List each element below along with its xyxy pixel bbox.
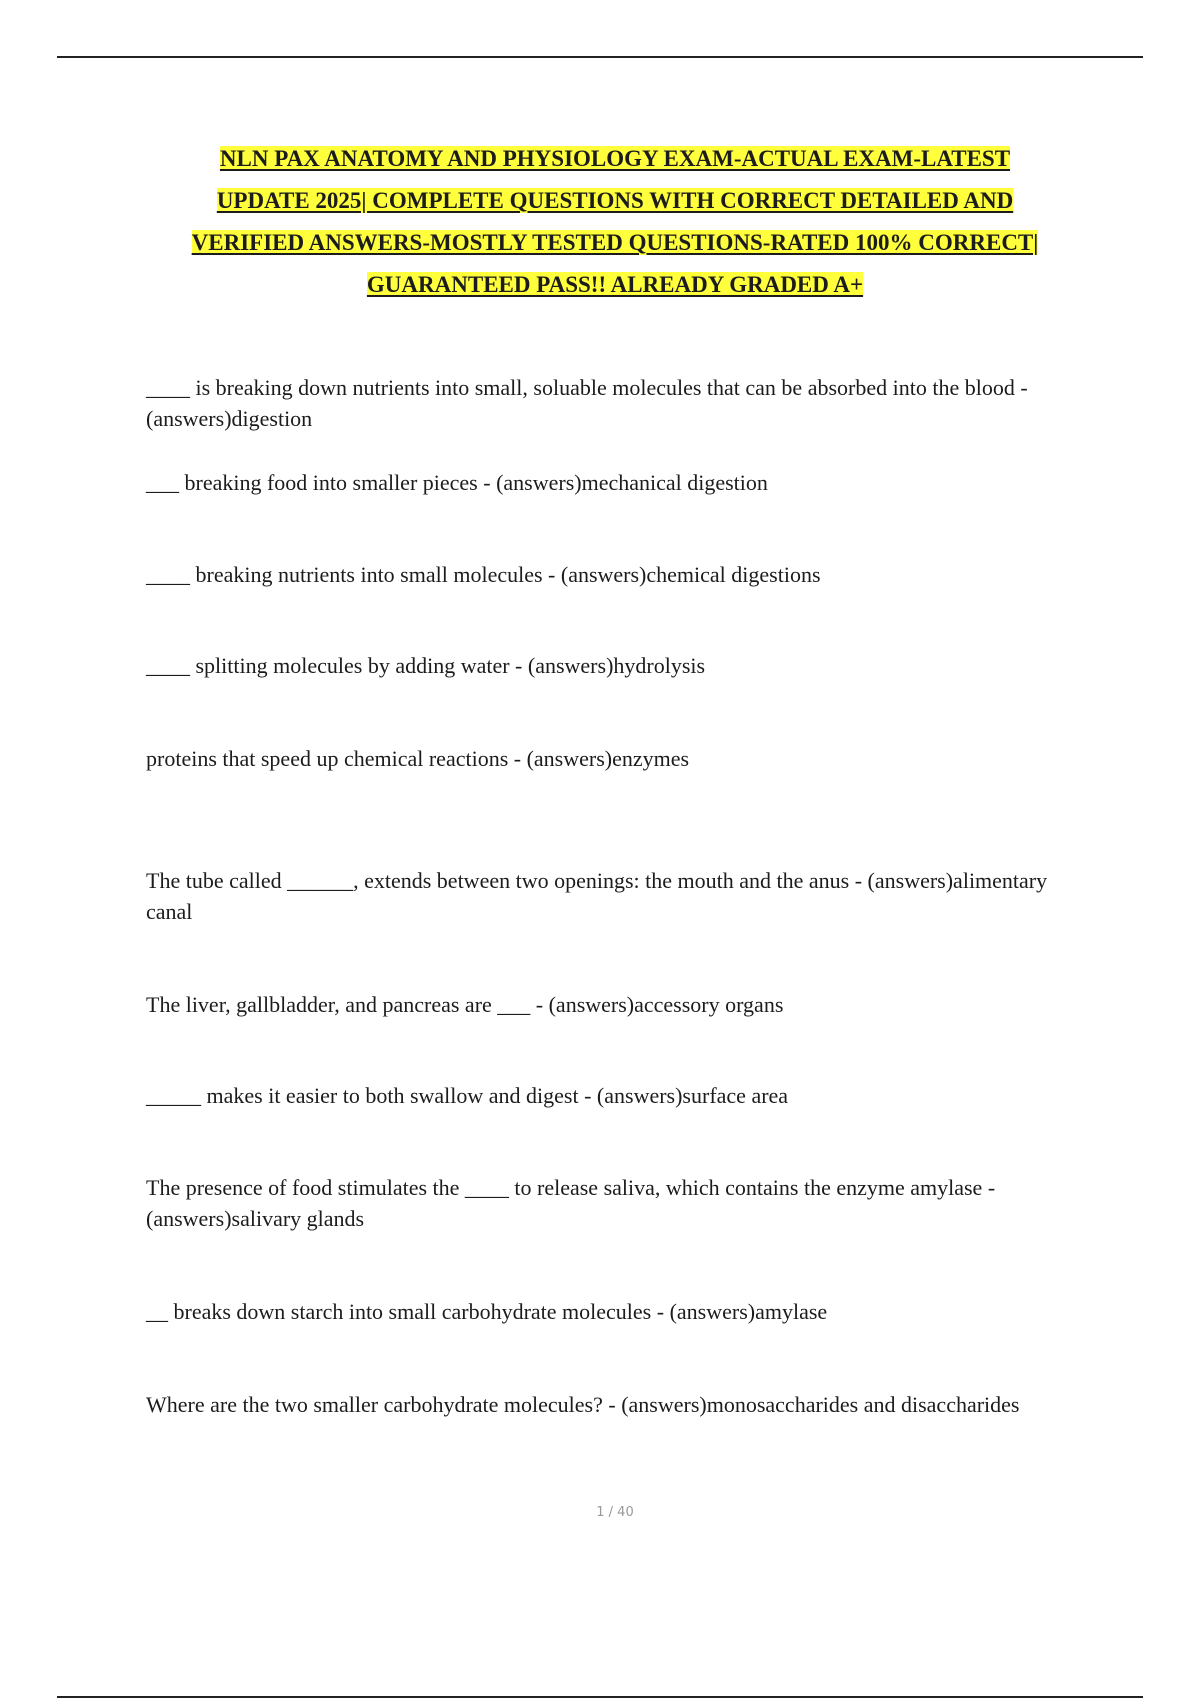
qa-item-5: proteins that speed up chemical reactions - (answers)enzymes xyxy=(146,746,690,771)
qa-item-11: Where are the two smaller carbohydrate molecules? - (answers)monosaccharides and disaccharides xyxy=(146,1392,1020,1417)
title-line-3: VERIFIED ANSWERS-MOSTLY TESTED QUESTIONS-RATED 100% CORRECT| xyxy=(191,230,1039,255)
qa-item-9: The presence of food stimulates the ____ to release saliva, which contains the enzyme amylase - (answers)salivary glands xyxy=(146,1175,996,1231)
document-title xyxy=(140,138,1090,306)
bottom-rule xyxy=(57,1696,1143,1698)
qa-item-7: The liver, gallbladder, and pancreas are ___ - (answers)accessory organs xyxy=(146,992,784,1017)
page-indicator: 1 / 40 xyxy=(596,1505,634,1520)
qa-item-2: ___ breaking food into smaller pieces - (answers)mechanical digestion xyxy=(146,470,768,495)
title-line-2: UPDATE 2025| COMPLETE QUESTIONS WITH CORRECT DETAILED AND xyxy=(216,188,1014,213)
qa-item-3: ____ breaking nutrients into small molecules - (answers)chemical digestions xyxy=(146,562,821,587)
qa-item-6: The tube called ______, extends between two openings: the mouth and the anus - (answers)alimentary canal xyxy=(146,868,1048,924)
qa-item-10: __ breaks down starch into small carbohydrate molecules - (answers)amylase xyxy=(146,1299,828,1324)
qa-item-4-line: ____ splitting molecules by adding water - (answers)hydrolysis xyxy=(146,653,706,678)
title-line-4: GUARANTEED PASS!! ALREADY GRADED A+ xyxy=(366,272,864,297)
qa-item-8: _____ makes it easier to both swallow and digest - (answers)surface area xyxy=(146,1083,789,1108)
top-rule xyxy=(57,56,1143,58)
qa-item-1: ____ is breaking down nutrients into small, soluable molecules that can be absorbed into the blood - (answers)digestion xyxy=(146,375,1028,431)
title-line-1: NLN PAX ANATOMY AND PHYSIOLOGY EXAM-ACTUAL EXAM-LATEST xyxy=(219,146,1011,171)
